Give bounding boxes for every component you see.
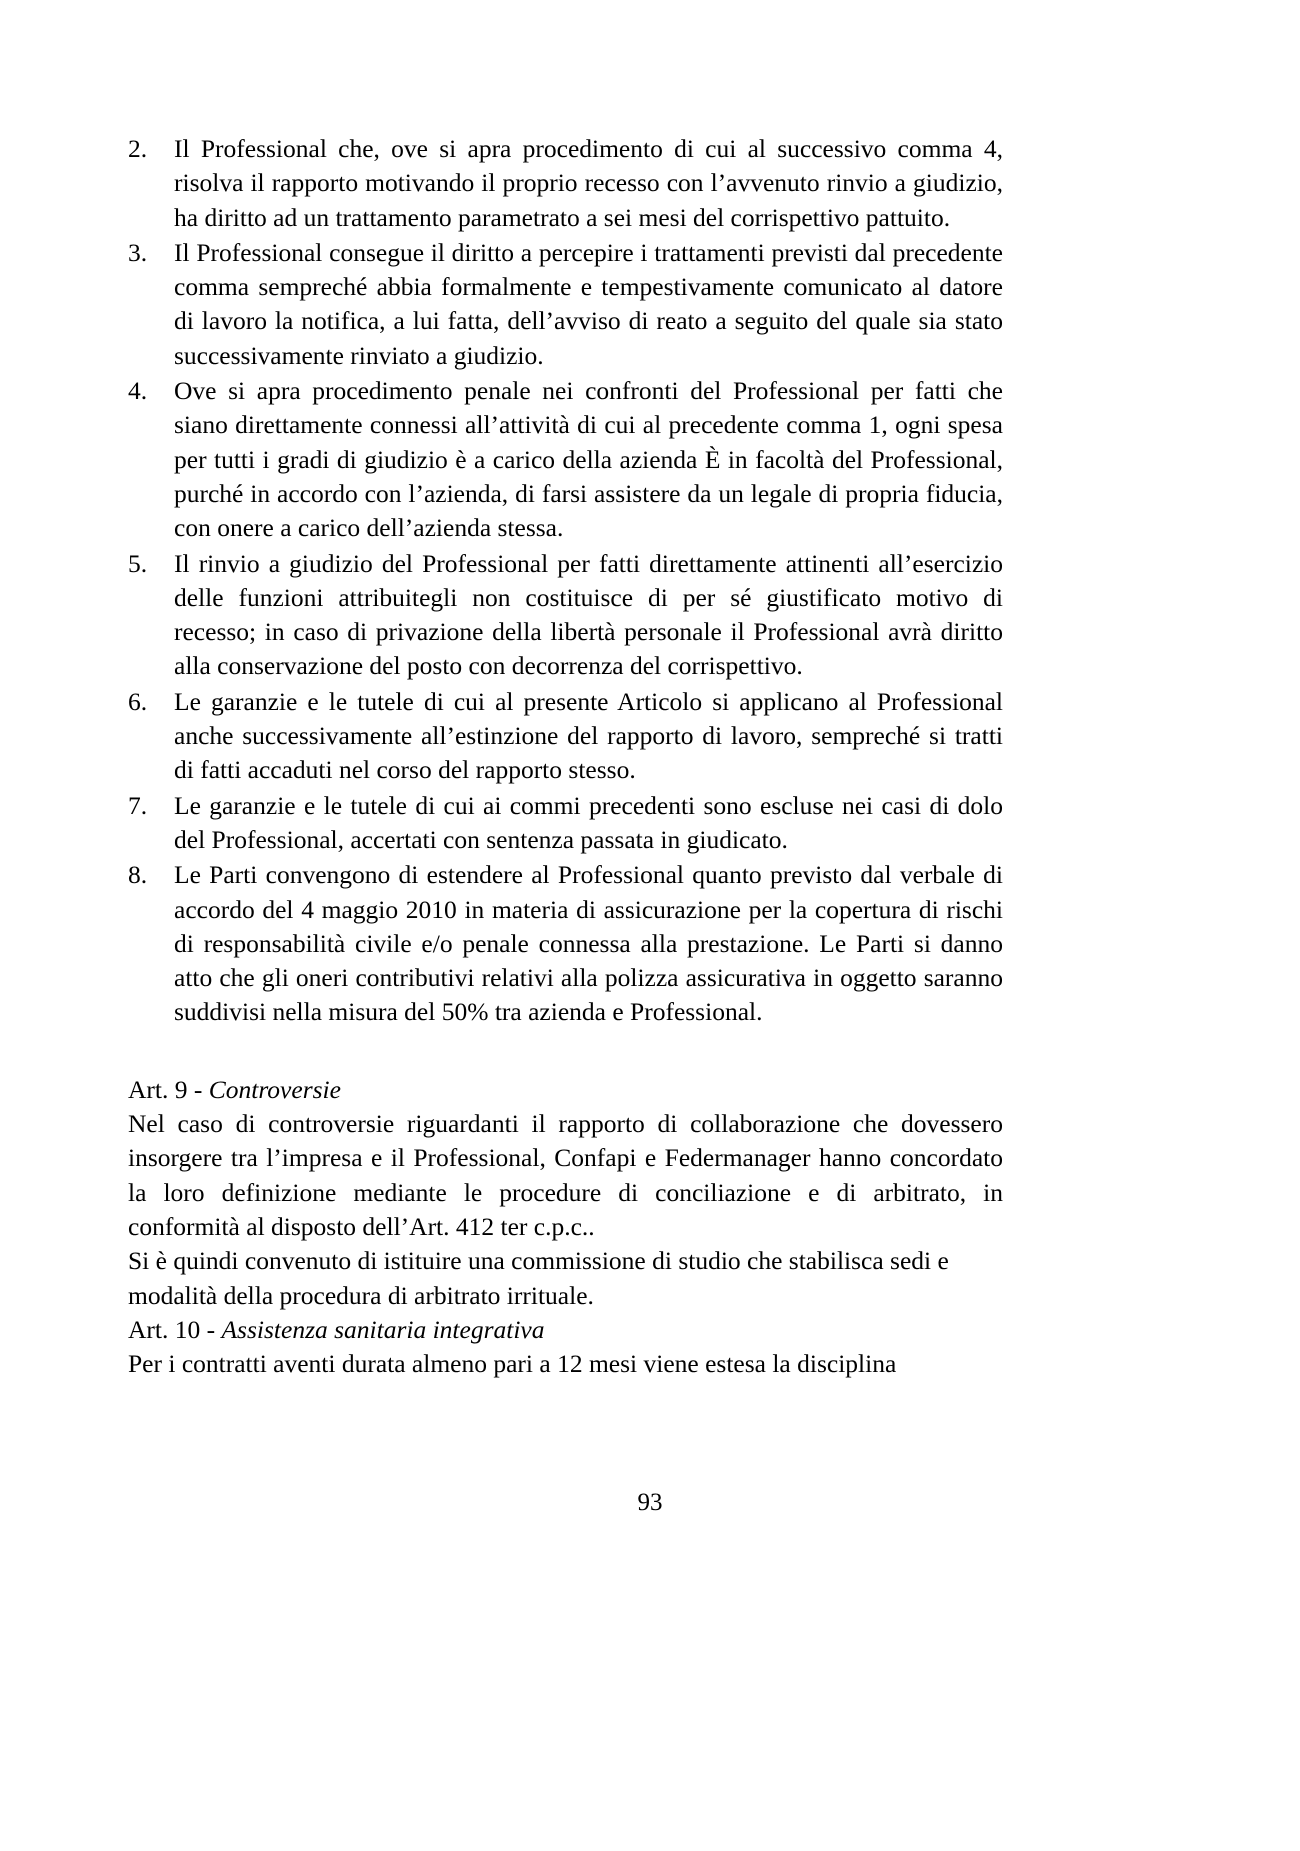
list-item-marker: 3. <box>128 237 148 267</box>
section-spacer <box>128 1031 1003 1073</box>
article-heading <box>128 1073 1003 1107</box>
list-item-text: Il rinvio a giudizio del Professional per fatti direttamente attinenti all’esercizio delle funzioni attribuitegli non costituisce di per sé giustificato motivo di recesso; in caso di privazione della libertà personale il Professional avrà diritto alla conservazione del posto con decorrenza del corrispettivo. <box>174 548 1003 681</box>
article-number: Art. 9 - <box>128 1074 209 1104</box>
list-item-marker: 4. <box>128 376 148 406</box>
list-item-marker: 6. <box>128 686 148 716</box>
list-item <box>128 547 1003 684</box>
numbered-clause-list <box>128 132 1003 1030</box>
list-item-text: Le Parti convengono di estendere al Professional quanto previsto dal verbale di accordo del 4 maggio 2010 in materia di assicurazione per la copertura di rischi di responsabilità civile e/o penale connessa alla prestazione. Le Parti si danno atto che gli oneri contributivi relativi alla polizza assicurativa in oggetto saranno suddivisi nella misura del 50% tra azienda e Professional. <box>174 860 1003 1027</box>
list-item-text: Il Professional che, ove si apra procedimento di cui al successivo comma 4, risolva il rapporto motivando il proprio recesso con l’avvenuto rinvio a giudizio, ha diritto ad un trattamento parametrato a sei mesi del corrispettivo pattuito. <box>174 134 1003 232</box>
list-item <box>128 685 1003 788</box>
list-item-marker: 2. <box>128 134 148 163</box>
page-number: 93 <box>637 1489 663 1516</box>
list-item-marker: 8. <box>128 860 148 890</box>
list-item-text: Le garanzie e le tutele di cui ai commi precedenti sono escluse nei casi di dolo del Professional, accertati con sentenza passata in giudicato. <box>174 790 1003 854</box>
list-item <box>128 132 1003 235</box>
article-paragraph: Si è quindi convenuto di istituire una commissione di studio che stabilisca sedi e modalità della procedura di arbitrato irrituale. <box>128 1246 949 1310</box>
list-item-text: Ove si apra procedimento penale nei confronti del Professional per fatti che siano direttamente connessi all’attività di cui al precedente comma 1, ogni spesa per tutti i gradi di giudizio è a carico della azienda È in facoltà del Professional, purché in accordo con l’azienda, di farsi assistere da un legale di propria fiducia, con onere a carico dell’azienda stessa. <box>174 376 1003 543</box>
article-paragraph: Per i contratti aventi durata almeno pari a 12 mesi viene estesa la disciplina <box>128 1349 897 1379</box>
list-item-text: Le garanzie e le tutele di cui al presente Articolo si applicano al Professional anche successivamente all’estinzione del rapporto di lavoro, sempreché si tratti di fatti accaduti nel corso del rapporto stesso. <box>174 686 1003 785</box>
article-title: Controversie <box>208 1074 341 1104</box>
list-item <box>128 858 1003 1029</box>
list-item-marker: 7. <box>128 790 148 820</box>
list-item-text: Il Professional consegue il diritto a percepire i trattamenti previsti dal precedente comma sempreché abbia formalmente e tempestivamente comunicato al datore di lavoro la notifica, a lui fatta, dell’avviso di reato a seguito del quale sia stato successivamente rinviato a giudizio. <box>174 237 1003 370</box>
article-title: Assistenza sanitaria integrativa <box>221 1314 545 1344</box>
article-heading <box>128 1313 1003 1347</box>
list-item <box>128 789 1003 858</box>
list-item <box>128 236 1003 373</box>
article-section-10 <box>128 1313 1003 1382</box>
list-item <box>128 374 1003 545</box>
list-item-marker: 5. <box>128 548 148 578</box>
page-content <box>128 132 1003 1381</box>
article-section-9 <box>128 1073 1003 1313</box>
article-number: Art. 10 - <box>128 1314 222 1344</box>
article-paragraph: Nel caso di controversie riguardanti il rapporto di collaborazione che dovessero insorgere tra l’impresa e il Professional, Confapi e Federmanager hanno concordato la loro definizione mediante le procedure di conciliazione e di arbitrato, in conformità al disposto dell’Art. 412 ter c.p.c.. <box>128 1109 1003 1241</box>
